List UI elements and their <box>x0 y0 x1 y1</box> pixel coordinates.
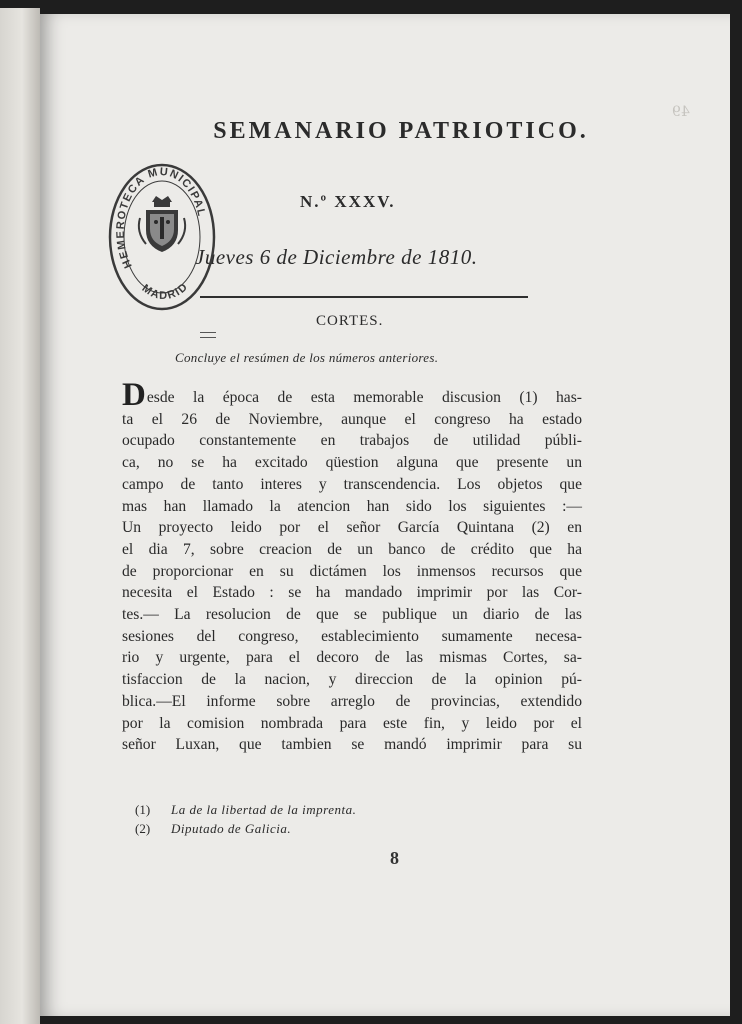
coat-of-arms-icon <box>139 196 185 252</box>
masthead-rule <box>200 296 528 298</box>
stamp-top-text: HEMEROTECA MUNICIPAL <box>114 165 208 270</box>
body-line: campo de tanto interes y transcendencia. Los objetos que <box>122 475 582 493</box>
body-line: Un proyecto leido por el señor García Quintana (2) en <box>122 519 582 537</box>
body-line: señor Luxan, que tambien se mandó imprimir para su <box>122 736 582 754</box>
footnote-number: (1) <box>135 802 151 817</box>
signature-mark: 8 <box>390 848 399 868</box>
footnote-text: Diputado de Galicia. <box>171 821 292 836</box>
body-line: blica.—El informe sobre arreglo de provincias, extendido <box>122 692 582 710</box>
body-line-text: esde la época de esta memorable discusion (1) has- <box>146 389 582 406</box>
ornament-divider <box>200 332 216 338</box>
section-subtitle: Concluye el resúmen de los números anteriores. <box>175 350 439 365</box>
issue-number: N.º XXXV. <box>300 192 396 211</box>
library-stamp <box>108 162 216 312</box>
body-line: ta el 26 de Noviembre, aunque el congreso ha estado <box>122 410 582 428</box>
body-line: por la comision nombrada para este fin, y leido por el <box>122 714 582 732</box>
section-title: CORTES. <box>316 313 384 329</box>
footnote-number: (2) <box>135 821 151 836</box>
body-line: de proporcionar en su dictámen los inmensos recursos que <box>122 562 582 580</box>
stamp-bottom-text: MADRID <box>139 280 191 302</box>
left-page-edge <box>0 8 40 1024</box>
body-line: sesiones del congreso, establecimiento sumamente necesa- <box>122 627 582 645</box>
footnotes <box>135 800 356 838</box>
body-line: ocupado constantemente en trabajos de utilidad públi- <box>122 432 582 450</box>
footnote <box>135 819 356 838</box>
footnote-text: La de la libertad de la imprenta. <box>171 802 357 817</box>
body-line: ca, no se ha excitado qüestion alguna que presente un <box>122 454 582 472</box>
body-line: necesita el Estado : se ha mandado imprimir por las Cor- <box>122 584 582 602</box>
page-number-bleedthrough: 49 <box>672 104 690 120</box>
body-line <box>122 377 582 413</box>
body-line: rio y urgente, para el decoro de las mismas Cortes, sa- <box>122 649 582 667</box>
masthead-title: SEMANARIO PATRIOTICO. <box>213 118 589 144</box>
drop-cap: D <box>122 377 146 413</box>
dateline: Jueves 6 de Diciembre de 1810. <box>195 245 478 269</box>
body-text <box>122 377 582 756</box>
body-line: mas han llamado la atencion han sido los siguientes :— <box>122 497 582 515</box>
body-line: tisfaccion de la nacion, y direccion de la opinion pú- <box>122 671 582 689</box>
body-line: el dia 7, sobre creacion de un banco de crédito que ha <box>122 540 582 558</box>
footnote <box>135 800 356 819</box>
body-line: tes.— La resolucion de que se publique un diario de las <box>122 606 582 624</box>
